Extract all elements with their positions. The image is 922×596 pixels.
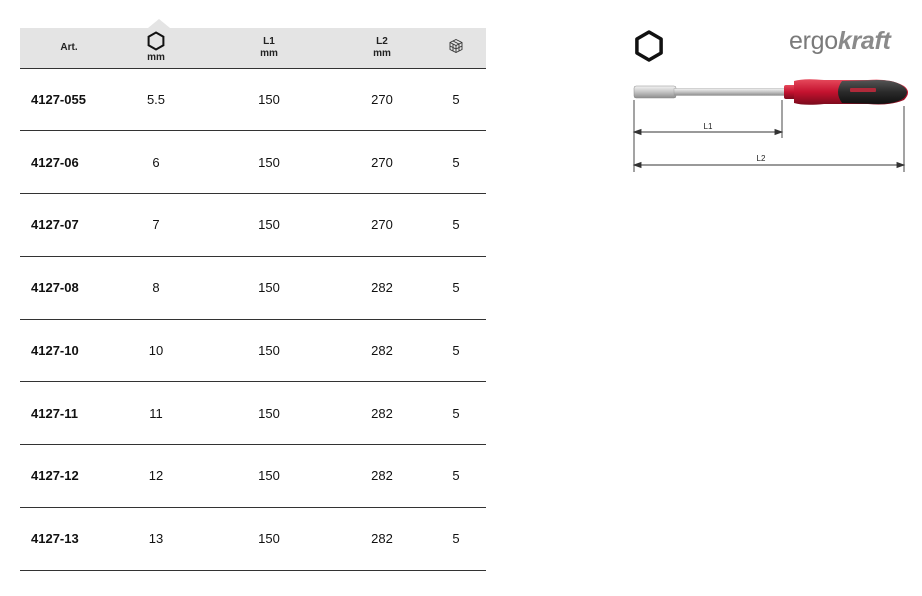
table-header [20, 28, 486, 68]
cell-hex-size: 11 [149, 405, 163, 421]
product-table [20, 28, 486, 571]
cell-l2: 270 [371, 154, 393, 170]
table-row [20, 382, 486, 445]
cell-l1: 150 [258, 91, 280, 107]
table-row [20, 507, 486, 570]
header-tab-notch [148, 18, 170, 28]
table-row [20, 256, 486, 319]
header-l2 [338, 28, 426, 68]
cell-hex-size: 6 [152, 154, 160, 170]
dimension-label-l2: L2 [756, 154, 766, 163]
cell-pack-qty: 5 [452, 342, 460, 358]
cell-l2: 282 [371, 342, 393, 358]
cell-pack-qty: 5 [452, 91, 460, 107]
table-row [20, 445, 486, 508]
cell-l2: 282 [371, 468, 393, 484]
header-hex-unit: mm [147, 52, 165, 64]
dimension-lines [634, 100, 904, 172]
header-l2-label: L2 [376, 35, 388, 47]
cell-pack-qty: 5 [452, 405, 460, 421]
box-cube-icon [448, 38, 464, 54]
table-row [20, 194, 486, 257]
cell-l1: 150 [258, 468, 280, 484]
nut-driver-image [634, 79, 908, 105]
cell-l2: 270 [371, 91, 393, 107]
cell-pack-qty: 5 [452, 280, 460, 296]
hex-socket-icon-large [632, 29, 666, 63]
cell-pack-qty: 5 [452, 154, 460, 170]
cell-hex-size: 12 [148, 468, 164, 484]
table-row [20, 319, 486, 382]
header-pack [426, 28, 486, 68]
dimension-label-l1: L1 [703, 122, 713, 131]
table-row [20, 131, 486, 194]
header-l1-unit: mm [260, 47, 278, 59]
cell-l2: 282 [371, 531, 393, 547]
header-l2-unit: mm [373, 47, 391, 59]
cell-hex-size: 10 [148, 342, 164, 358]
cell-l1: 150 [258, 342, 280, 358]
cell-article-number: 4127-055 [31, 91, 86, 107]
brand-logo-part1: ergo [789, 27, 838, 55]
cell-l2: 270 [371, 217, 393, 233]
brand-logo [789, 27, 891, 56]
cell-l2: 282 [371, 405, 393, 421]
cell-hex-size: 8 [152, 280, 160, 296]
cell-l1: 150 [258, 217, 280, 233]
header-l1-label: L1 [263, 35, 275, 47]
cell-l2: 282 [371, 280, 393, 296]
cell-pack-qty: 5 [452, 468, 460, 484]
header-art: Art. [60, 41, 78, 53]
cell-l1: 150 [258, 531, 280, 547]
cell-article-number: 4127-06 [31, 154, 79, 170]
cell-hex-size: 7 [152, 217, 160, 233]
cell-pack-qty: 5 [452, 531, 460, 547]
table-header-row [20, 28, 486, 68]
cell-article-number: 4127-13 [31, 531, 79, 547]
cell-article-number: 4127-11 [31, 405, 78, 421]
cell-article-number: 4127-07 [31, 217, 79, 233]
nut-driver-diagram [628, 68, 918, 178]
hex-socket-icon [146, 31, 166, 51]
cell-article-number: 4127-12 [31, 468, 79, 484]
cell-l1: 150 [258, 405, 280, 421]
table-row [20, 68, 486, 131]
cell-l1: 150 [258, 154, 280, 170]
cell-l1: 150 [258, 280, 280, 296]
header-hex-size [112, 28, 200, 68]
brand-logo-part2: kraft [837, 27, 891, 55]
table-body [20, 68, 486, 570]
cell-pack-qty: 5 [452, 217, 460, 233]
cell-article-number: 4127-10 [31, 342, 79, 358]
product-table-container [20, 28, 486, 571]
header-l1 [200, 28, 338, 68]
cell-hex-size: 13 [148, 531, 164, 547]
cell-hex-size: 5.5 [146, 91, 166, 107]
cell-article-number: 4127-08 [31, 280, 79, 296]
